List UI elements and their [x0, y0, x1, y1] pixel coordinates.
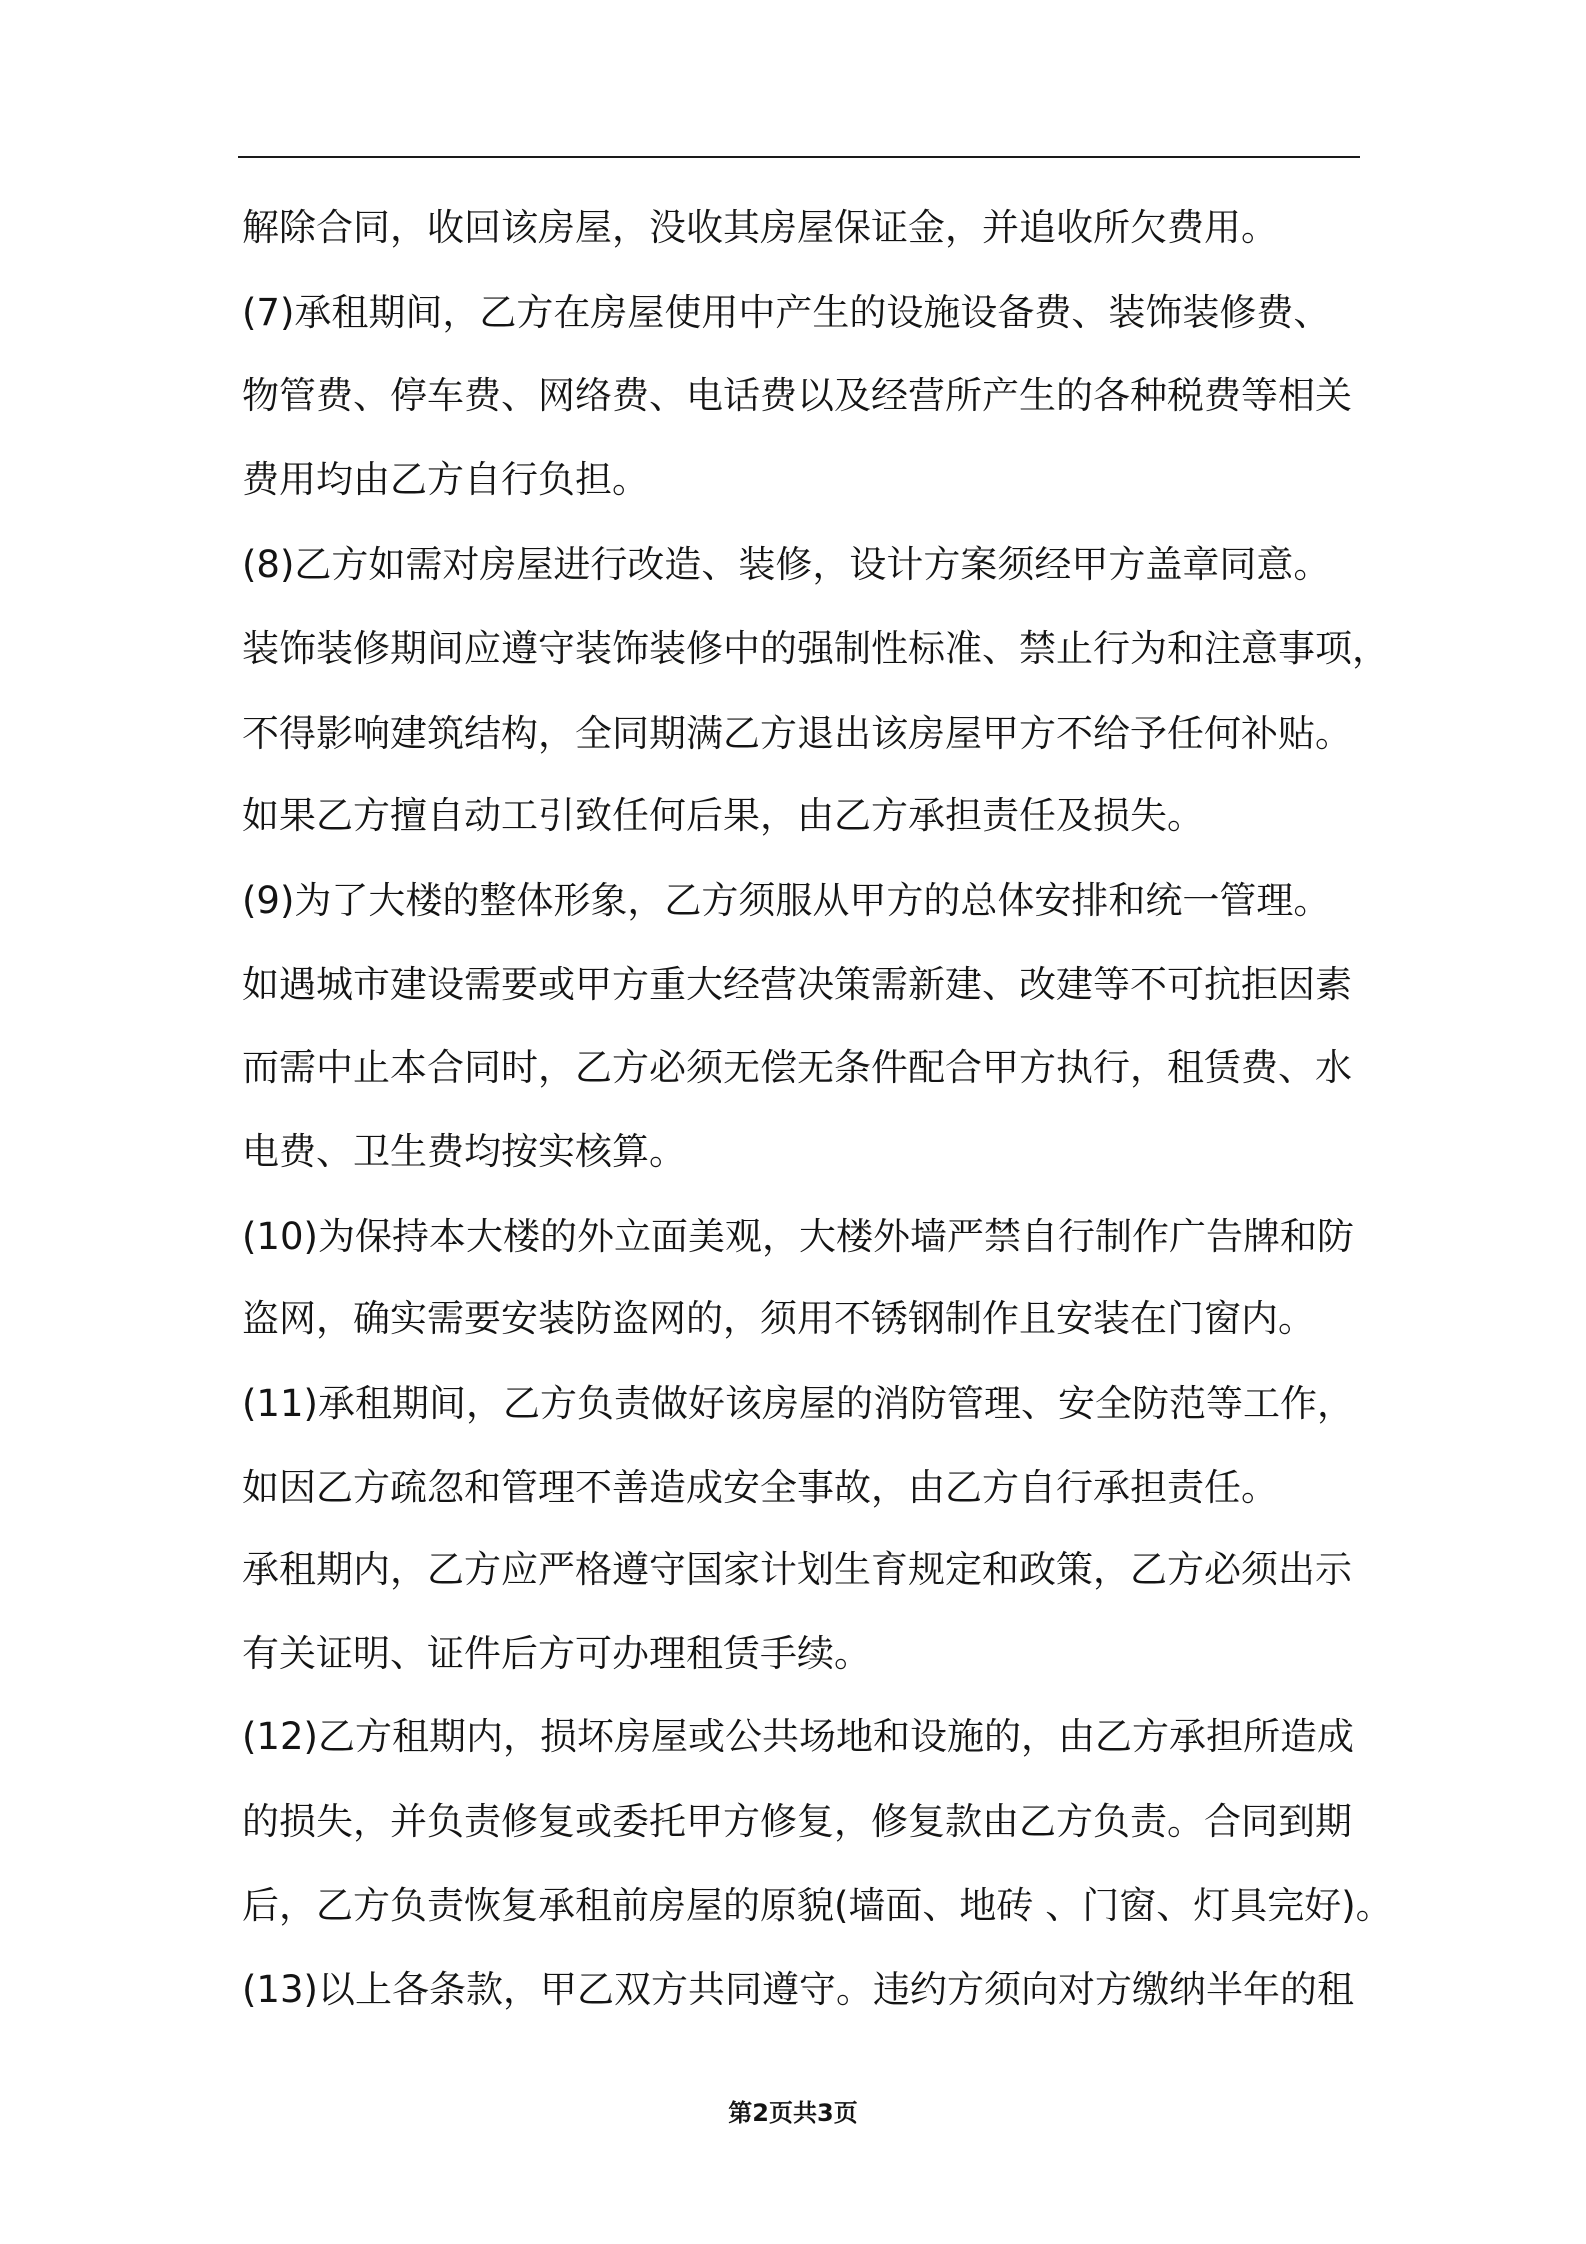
body-line: 后，乙方负责恢复承租前房屋的原貌(墙面、地砖 、门窗、灯具完好)。: [242, 1884, 1393, 1927]
body-line: 物管费、停车费、网络费、电话费以及经营所产生的各种税费等相关: [242, 374, 1352, 417]
body-line: 装饰装修期间应遵守装饰装修中的强制性标准、禁止行为和注意事项，: [242, 627, 1389, 670]
body-line: (12)乙方租期内，损坏房屋或公共场地和设施的，由乙方承担所造成: [242, 1715, 1354, 1758]
body-line: (9)为了大楼的整体形象，乙方须服从甲方的总体安排和统一管理。: [242, 879, 1331, 922]
page-number: 第2页共3页: [728, 2099, 858, 2127]
body-line: 解除合同，收回该房屋，没收其房屋保证金，并追收所欠费用。: [242, 206, 1278, 249]
body-line: 如因乙方疏忽和管理不善造成安全事故，由乙方自行承担责任。: [242, 1466, 1278, 1509]
body-line: (11)承租期间，乙方负责做好该房屋的消防管理、安全防范等工作，: [242, 1382, 1354, 1425]
body-line: 有关证明、证件后方可办理租赁手续。: [242, 1632, 871, 1675]
body-line: 而需中止本合同时，乙方必须无偿无条件配合甲方执行，租赁费、水: [242, 1046, 1352, 1089]
body-line: (13)以上各条款，甲乙双方共同遵守。违约方须向对方缴纳半年的租: [242, 1968, 1354, 2011]
body-line: (8)乙方如需对房屋进行改造、装修，设计方案须经甲方盖章同意。: [242, 543, 1331, 586]
body-line: 如果乙方擅自动工引致任何后果，由乙方承担责任及损失。: [242, 794, 1204, 837]
header-rule: [238, 156, 1360, 158]
body-line: 如遇城市建设需要或甲方重大经营决策需新建、改建等不可抗拒因素: [242, 963, 1352, 1006]
body-line: 盗网，确实需要安装防盗网的，须用不锈钢制作且安装在门窗内。: [242, 1297, 1315, 1340]
body-line: 的损失，并负责修复或委托甲方修复，修复款由乙方负责。合同到期: [242, 1800, 1352, 1843]
body-line: (10)为保持本大楼的外立面美观，大楼外墙严禁自行制作广告牌和防: [242, 1215, 1354, 1258]
body-line: 承租期内，乙方应严格遵守国家计划生育规定和政策，乙方必须出示: [242, 1548, 1352, 1591]
body-line: 不得影响建筑结构，全同期满乙方退出该房屋甲方不给予任何补贴。: [242, 712, 1352, 755]
body-line: 费用均由乙方自行负担。: [242, 458, 649, 501]
body-line: (7)承租期间，乙方在房屋使用中产生的设施设备费、装饰装修费、: [242, 291, 1331, 334]
body-line: 电费、卫生费均按实核算。: [242, 1130, 686, 1173]
